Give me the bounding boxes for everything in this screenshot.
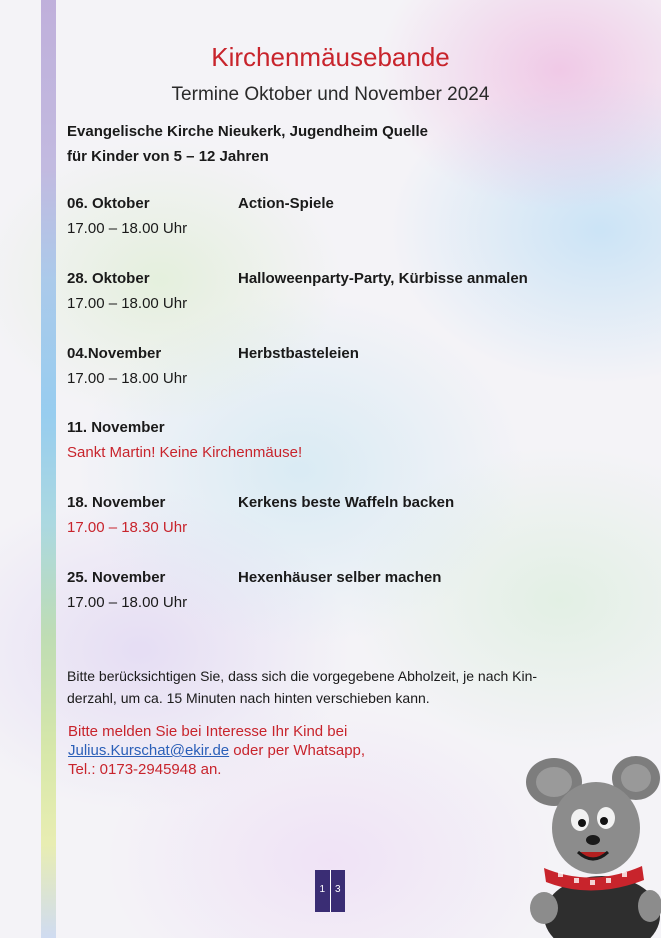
page-number [315,870,345,912]
event-time: 17.00 – 18.30 Uhr [67,519,188,536]
contact-line: oder per Whatsapp, [229,742,366,759]
event-item [67,341,359,391]
event-date: 28. Oktober [67,270,150,287]
decorative-color-stripe [41,0,56,938]
plush-mouse-illustration [522,748,661,938]
pickup-notice [67,665,607,709]
event-activity: Hexenhäuser selber machen [238,569,442,586]
location-info [67,119,428,169]
event-item [67,490,455,540]
event-time: 17.00 – 18.00 Uhr [67,594,188,611]
event-item [67,415,302,465]
email-link[interactable]: Julius.Kurschat@ekir.de [68,742,230,759]
page-number-digit: 1 [315,870,331,912]
event-item [67,565,442,615]
page-number-digit: 3 [334,884,341,895]
event-date: 06. Oktober [67,195,150,212]
event-activity: Kerkens beste Waffeln backen [238,494,455,511]
event-cancellation-note: Sankt Martin! Keine Kirchenmäuse! [67,444,303,461]
event-activity: Halloweenparty-Party, Kürbisse anmalen [238,270,528,287]
notice-line: Bitte berücksichtigen Sie, dass sich die vorgegebene Abholzeit, je nach Kin- [67,668,538,684]
event-time: 17.00 – 18.00 Uhr [67,220,188,237]
page-title: Kirchenmäusebande [211,42,450,72]
notice-line: derzahl, um ca. 15 Minuten nach hinten verschieben kann. [67,690,430,706]
event-date: 18. November [67,494,166,511]
event-activity: Action-Spiele [238,195,334,212]
event-date: 25. November [67,569,166,586]
event-date: 04.November [67,345,162,362]
event-activity: Herbstbasteleien [238,345,359,362]
contact-line: Bitte melden Sie bei Interesse Ihr Kind bei [68,723,348,740]
event-item [67,266,528,316]
event-time: 17.00 – 18.00 Uhr [67,295,188,312]
phone-line: Tel.: 0173-2945948 an. [68,761,222,778]
contact-info [68,722,365,779]
age-range-line: für Kinder von 5 – 12 Jahren [67,148,269,165]
location-line: Evangelische Kirche Nieukerk, Jugendheim Quelle [67,123,428,140]
event-item [67,191,334,241]
event-time: 17.00 – 18.00 Uhr [67,370,188,387]
page-subtitle: Termine Oktober und November 2024 [171,84,490,105]
event-date: 11. November [67,419,165,436]
